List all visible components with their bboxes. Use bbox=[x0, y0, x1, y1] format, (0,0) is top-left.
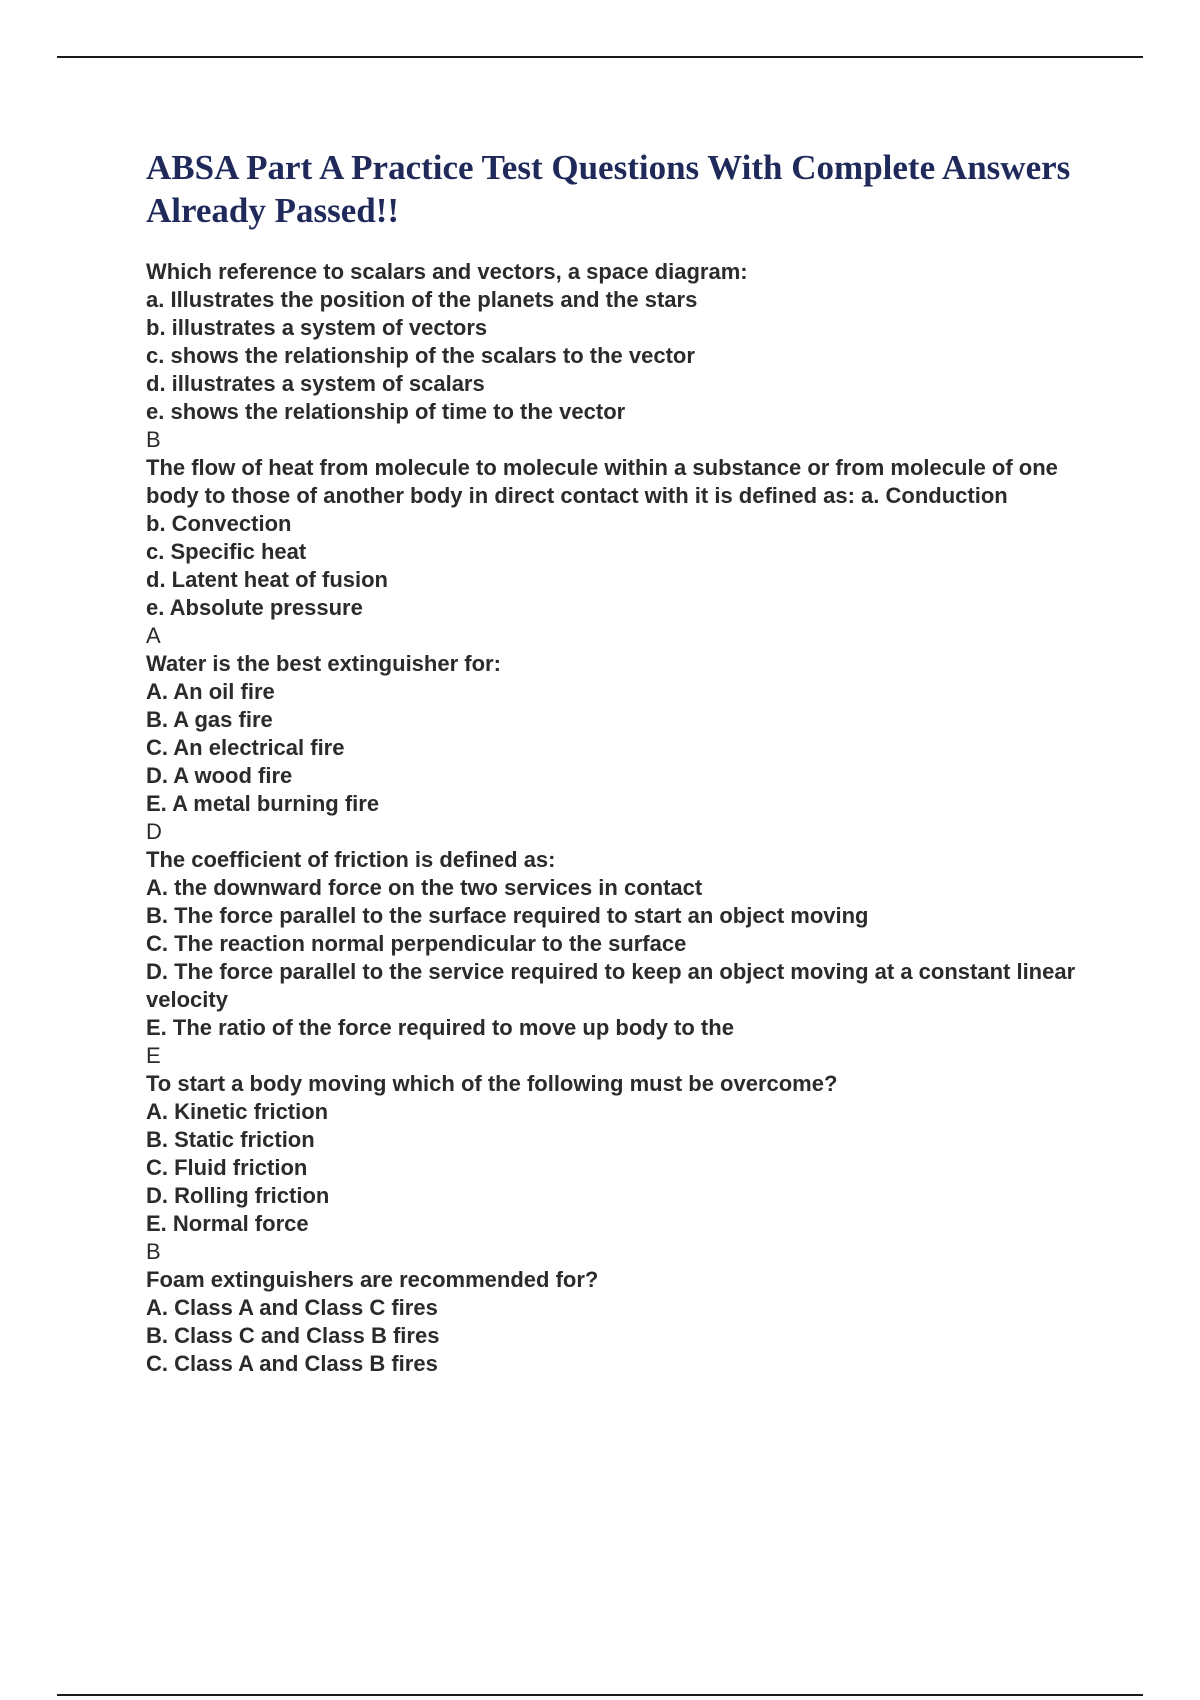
answer-option: A. An oil fire bbox=[146, 679, 275, 704]
answer-option: A. Class A and Class C fires bbox=[146, 1295, 438, 1320]
answer-option: C. The reaction normal perpendicular to the surface bbox=[146, 931, 687, 956]
answer-option: C. An electrical fire bbox=[146, 735, 345, 760]
answer-option: d. illustrates a system of scalars bbox=[146, 371, 485, 396]
header-rule bbox=[57, 56, 1143, 58]
answer-option: A. the downward force on the two services in contact bbox=[146, 875, 703, 900]
answer-option: C. Class A and Class B fires bbox=[146, 1351, 438, 1376]
question-5 bbox=[146, 1070, 1086, 1266]
answer-option: B. Static friction bbox=[146, 1127, 315, 1152]
correct-answer: E bbox=[146, 1043, 161, 1068]
question-3 bbox=[146, 650, 1086, 846]
answer-option: D. A wood fire bbox=[146, 763, 293, 788]
question-text: Foam extinguishers are recommended for? bbox=[146, 1267, 599, 1292]
answer-option: d. Latent heat of fusion bbox=[146, 567, 388, 592]
correct-answer: B bbox=[146, 427, 161, 452]
answer-option: B. Class C and Class B fires bbox=[146, 1323, 440, 1348]
correct-answer: B bbox=[146, 1239, 161, 1264]
question-2 bbox=[146, 454, 1086, 650]
answer-option: a. Illustrates the position of the planets and the stars bbox=[146, 287, 698, 312]
answer-option: e. shows the relationship of time to the vector bbox=[146, 399, 626, 424]
answer-option: B. The force parallel to the surface required to start an object moving bbox=[146, 903, 869, 928]
answer-option: D. The force parallel to the service required to keep an object moving at a constant linear velocity bbox=[146, 959, 1076, 1012]
answer-option: B. A gas fire bbox=[146, 707, 273, 732]
correct-answer: D bbox=[146, 819, 162, 844]
question-text: The coefficient of friction is defined as: bbox=[146, 847, 556, 872]
question-4 bbox=[146, 846, 1086, 1070]
answer-option: b. illustrates a system of vectors bbox=[146, 315, 488, 340]
answer-option: E. Normal force bbox=[146, 1211, 309, 1236]
document-title: ABSA Part A Practice Test Questions With Complete Answers Already Passed!! bbox=[146, 148, 1071, 230]
answer-option: c. shows the relationship of the scalars to the vector bbox=[146, 343, 695, 368]
question-text: The flow of heat from molecule to molecule within a substance or from molecule of one body to those of another body in direct contact with it is defined as: a. Conduction bbox=[146, 455, 1058, 508]
document-body bbox=[146, 146, 1086, 1378]
answer-option: A. Kinetic friction bbox=[146, 1099, 329, 1124]
question-1 bbox=[146, 258, 1086, 454]
footer-rule bbox=[57, 1694, 1143, 1696]
answer-option: E. The ratio of the force required to move up body to the bbox=[146, 1015, 734, 1040]
question-6 bbox=[146, 1266, 1086, 1378]
answer-option: e. Absolute pressure bbox=[146, 595, 363, 620]
answer-option: C. Fluid friction bbox=[146, 1155, 308, 1180]
answer-option: D. Rolling friction bbox=[146, 1183, 330, 1208]
question-text: Which reference to scalars and vectors, a space diagram: bbox=[146, 259, 748, 284]
question-text: To start a body moving which of the following must be overcome? bbox=[146, 1071, 838, 1096]
answer-option: c. Specific heat bbox=[146, 539, 307, 564]
answer-option: E. A metal burning fire bbox=[146, 791, 380, 816]
answer-option: b. Convection bbox=[146, 511, 292, 536]
question-text: Water is the best extinguisher for: bbox=[146, 651, 501, 676]
correct-answer: A bbox=[146, 623, 161, 648]
